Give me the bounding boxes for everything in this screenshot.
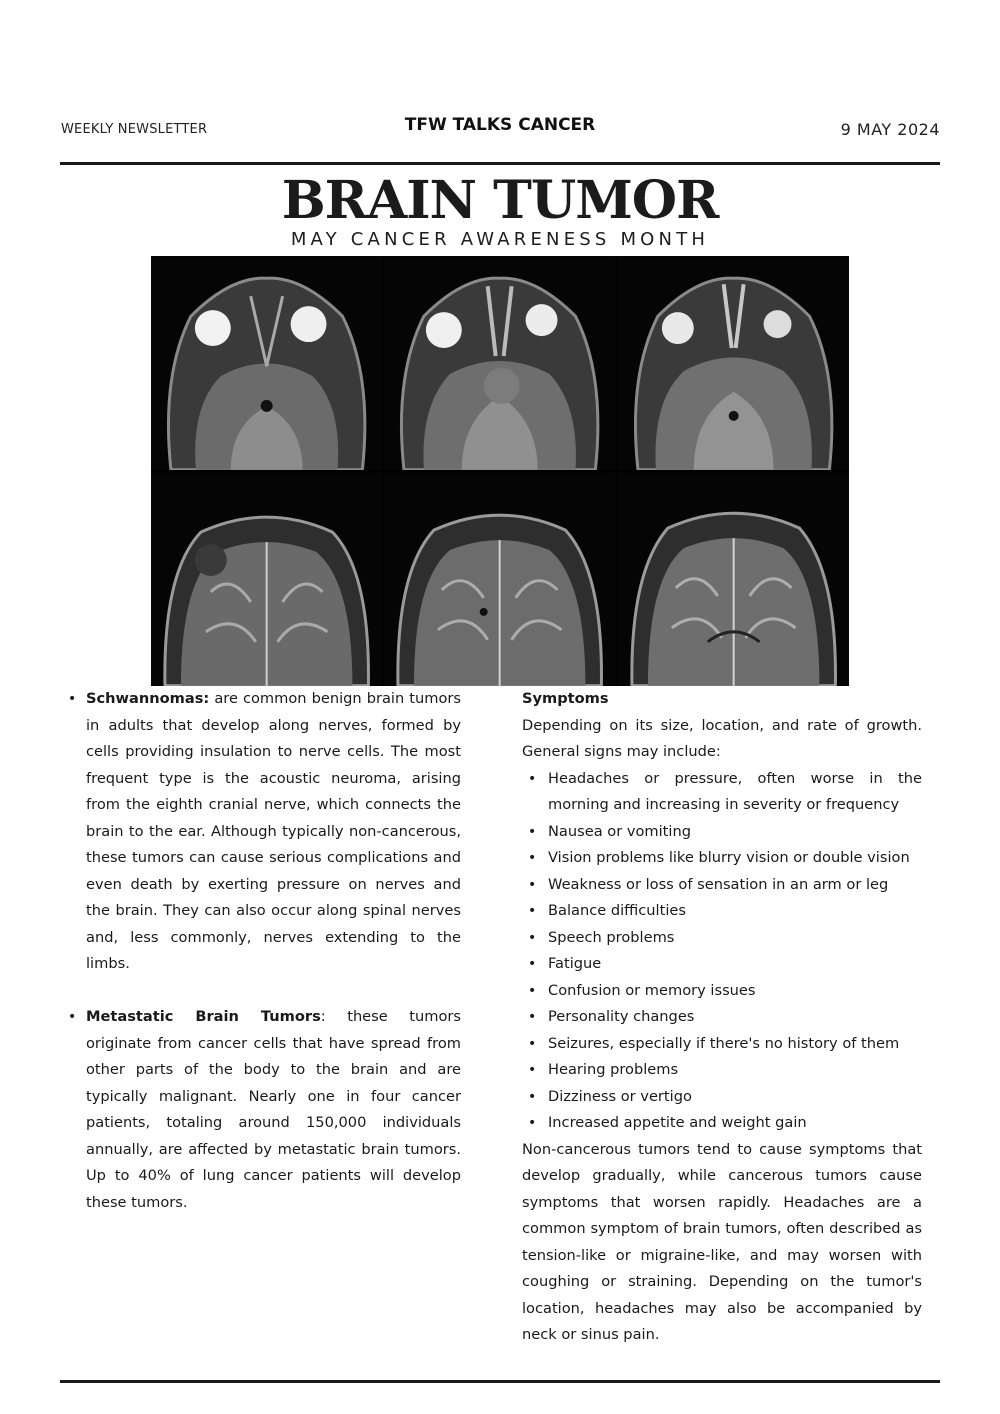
symptoms-outro: Non-cancerous tumors tend to cause symptoms that develop gradually, while cancerous tumors cause symptoms that worsen rapidly. Headaches are a common symptom of brain tumors, often described as tension-like or migraine-like, and may worsen with coughing or straining. Depending on the tumor's location, headaches may also be accompanied by neck or sinus pain.	[522, 1140, 922, 1343]
list-item: • Confusion or memory issues	[522, 978, 922, 1005]
list-item: • Vision problems like blurry vision or double vision	[522, 845, 922, 872]
mri-slice-6	[618, 472, 849, 686]
metastatic-text: : these tumors originate from cancer cells that have spread from other parts of the body to the brain and are typically malignant. Nearly one in four cancer patients, totaling around 150,000 individuals annually, are affected by metastatic brain tumors. Up to 40% of lung cancer patients will develop these tumors.	[86, 1008, 462, 1211]
mri-slice-2	[384, 256, 615, 470]
schwannomas-text: are common benign brain tumors in adults that develop along nerves, formed by cells providing insulation to nerve cells. The most frequent type is the acoustic neuroma, arising from the eighth cranial nerve, which connects the brain to the ear. Although typically non-cancerous, these tumors can cause serious complications and even death by exerting pressure on nerves and the brain. They can also occur along spinal nerves and, less commonly, nerves extending to the limbs.	[86, 690, 461, 972]
footer-divider	[60, 1380, 940, 1383]
mri-slice-3	[618, 256, 849, 470]
list-item: • Speech problems	[522, 925, 922, 952]
list-item: • Fatigue	[522, 951, 922, 978]
mri-slice-4	[151, 472, 382, 686]
list-item	[64, 686, 461, 978]
tumor-types-list	[64, 686, 461, 1216]
symptoms-list	[522, 766, 922, 1137]
symptoms-heading: Symptoms	[522, 690, 609, 707]
publication-name: TFW TALKS CANCER	[404, 115, 596, 135]
list-item: • Balance difficulties	[522, 898, 922, 925]
left-column	[64, 686, 461, 1216]
newsletter-label: WEEKLY NEWSLETTER	[61, 122, 208, 137]
list-item: • Increased appetite and weight gain	[522, 1110, 922, 1137]
right-column	[522, 686, 922, 1349]
list-item: • Personality changes	[522, 1004, 922, 1031]
list-item: • Dizziness or vertigo	[522, 1084, 922, 1111]
page-subtitle: MAY CANCER AWARENESS MONTH	[290, 229, 710, 250]
page-title: BRAIN TUMOR	[281, 170, 719, 231]
mri-slice-5	[384, 472, 615, 686]
list-item: • Seizures, especially if there's no history of them	[522, 1031, 922, 1058]
term-metastatic: Metastatic Brain Tumors	[86, 1008, 321, 1025]
term-schwannomas: Schwannomas:	[86, 690, 210, 707]
list-item: • Headaches or pressure, often worse in the morning and increasing in severity or frequency	[522, 766, 922, 819]
brain-mri-image	[151, 256, 849, 686]
list-item	[64, 1004, 461, 1216]
list-item: • Nausea or vomiting	[522, 819, 922, 846]
issue-date: 9 MAY 2024	[840, 120, 940, 139]
header-divider	[60, 162, 940, 165]
mri-slice-1	[151, 256, 382, 470]
symptoms-intro: Depending on its size, location, and rate of growth. General signs may include:	[522, 716, 922, 760]
list-item: • Weakness or loss of sensation in an arm or leg	[522, 872, 922, 899]
list-item: • Hearing problems	[522, 1057, 922, 1084]
